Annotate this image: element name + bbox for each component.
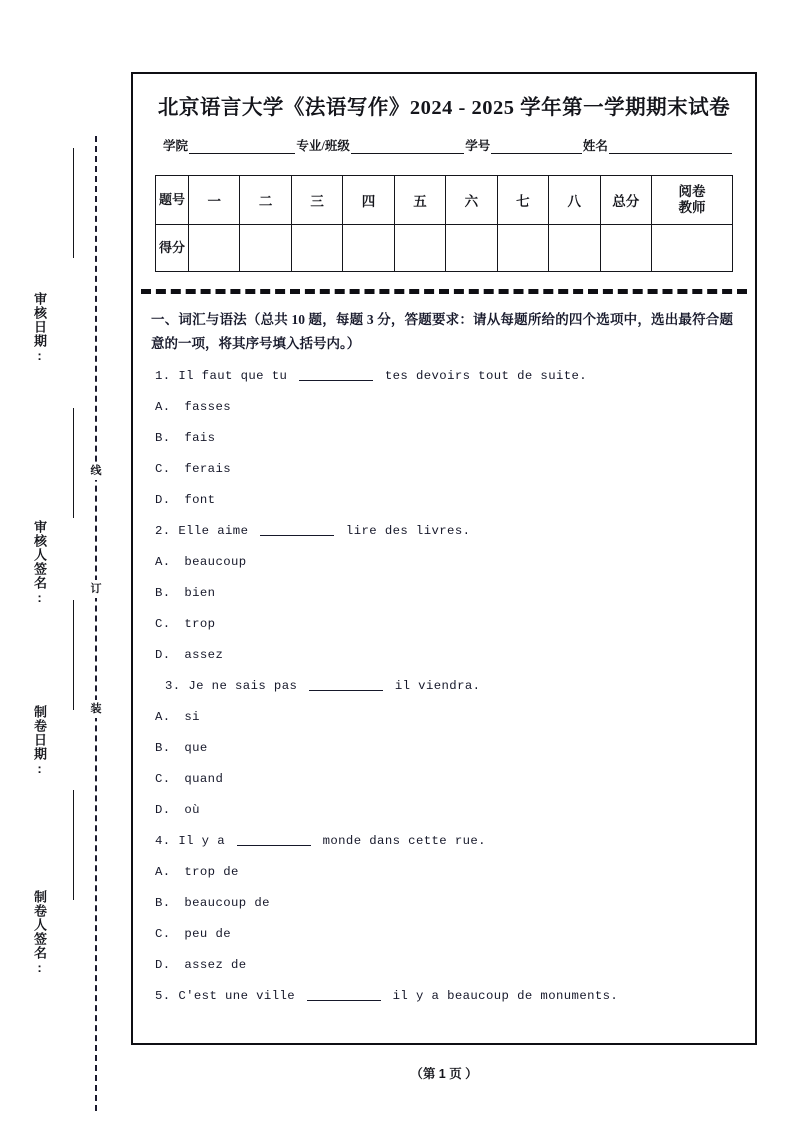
answer-blank[interactable] <box>260 535 334 536</box>
question-number: 4. <box>155 834 171 849</box>
exam-paper-box <box>131 72 757 1045</box>
binding-margin <box>0 0 120 1122</box>
question-stem-after: monde dans cette rue. <box>322 834 486 849</box>
score-table-col-2: 二 <box>240 176 291 225</box>
question-stem-before: Il faut que tu <box>178 369 288 384</box>
option-key: D. <box>155 648 171 663</box>
option-text: fasses <box>184 400 232 415</box>
option-key: B. <box>155 431 171 446</box>
question-stem-before: Il y a <box>178 834 226 849</box>
binding-divider-rule-1 <box>73 148 74 258</box>
score-table-col-6: 六 <box>446 176 497 225</box>
question-option[interactable] <box>155 958 735 972</box>
score-cell-2[interactable] <box>240 225 291 272</box>
question-number: 3. <box>165 679 181 694</box>
question-stem-after: il viendra. <box>394 679 481 694</box>
question-stem-before: Elle aime <box>178 524 249 539</box>
score-table-col-7: 七 <box>497 176 548 225</box>
question-number: 5. <box>155 989 171 1004</box>
option-text: beaucoup <box>184 555 247 570</box>
score-table-col-8: 八 <box>549 176 600 225</box>
option-key: C. <box>155 462 171 477</box>
question-option[interactable] <box>155 431 735 445</box>
option-text: si <box>184 710 200 725</box>
option-text: où <box>184 803 200 818</box>
student-info-line <box>163 136 733 154</box>
binding-divider-rule-2 <box>73 408 74 518</box>
option-text: bien <box>184 586 216 601</box>
score-cell-8[interactable] <box>549 225 600 272</box>
binding-word-ding: 订 <box>86 580 106 598</box>
question-stem <box>155 989 735 1003</box>
option-key: C. <box>155 617 171 632</box>
binding-dashed-line <box>95 136 97 1111</box>
option-text: fais <box>184 431 216 446</box>
dotted-separator <box>141 289 747 294</box>
option-key: C. <box>155 772 171 787</box>
question-number: 1. <box>155 369 171 384</box>
score-table-col-4: 四 <box>343 176 394 225</box>
question-option[interactable] <box>155 462 735 476</box>
field-label-student-id: 学号 <box>465 139 491 153</box>
option-key: C. <box>155 927 171 942</box>
page-footer: （第 1 页 ） <box>410 1067 478 1081</box>
option-key: D. <box>155 958 171 973</box>
score-table-row-label-number <box>156 176 189 225</box>
reviewer-signature-label: 审核人签名: <box>32 520 47 606</box>
section-heading-vocab-grammar: 一、词汇与语法（总共 10 题，每题 3 分，答题要求：请从每题所给的四个选项中，选出最符合题意的一项，将其序号填入括号内。） <box>151 312 733 351</box>
teacher-label-line-2: 教师 <box>678 200 706 215</box>
binding-word-zhuang: 装 <box>86 700 106 718</box>
question-option[interactable] <box>155 648 735 662</box>
question-option[interactable] <box>155 586 735 600</box>
answer-blank[interactable] <box>237 845 311 846</box>
teacher-label-line-1: 阅卷 <box>678 183 706 199</box>
question-option[interactable] <box>155 896 735 910</box>
answer-blank[interactable] <box>307 1000 381 1001</box>
score-table-col-teacher <box>652 176 733 225</box>
score-cell-1[interactable] <box>189 225 240 272</box>
question-option[interactable] <box>155 710 735 724</box>
score-cell-6[interactable] <box>446 225 497 272</box>
field-input-student-id[interactable] <box>491 140 582 154</box>
question-option[interactable] <box>155 617 735 631</box>
score-cell-teacher[interactable] <box>652 225 733 272</box>
field-label-name: 姓名 <box>582 139 608 153</box>
row-label-char-2: 得分 <box>158 239 185 255</box>
option-text: trop <box>184 617 216 632</box>
question-option[interactable] <box>155 400 735 414</box>
answer-blank[interactable] <box>299 380 373 381</box>
row-label-char-1: 题号 <box>158 191 185 207</box>
option-text: assez <box>184 648 224 663</box>
option-text: peu de <box>184 927 232 942</box>
option-text: trop de <box>184 865 239 880</box>
option-text: ferais <box>184 462 232 477</box>
paper-maker-signature-label: 制卷人签名: <box>32 890 47 976</box>
score-cell-3[interactable] <box>291 225 342 272</box>
question-list <box>155 369 735 1003</box>
field-input-college[interactable] <box>189 140 295 154</box>
question-option[interactable] <box>155 803 735 817</box>
question-option[interactable] <box>155 865 735 879</box>
option-key: D. <box>155 803 171 818</box>
score-table-score-row <box>156 225 733 272</box>
option-key: B. <box>155 741 171 756</box>
question-option[interactable] <box>155 741 735 755</box>
question-option[interactable] <box>155 555 735 569</box>
score-table <box>155 175 733 272</box>
option-key: B. <box>155 586 171 601</box>
score-table-col-5: 五 <box>394 176 445 225</box>
binding-word-xian: 线 <box>86 462 106 480</box>
score-table-col-1: 一 <box>189 176 240 225</box>
option-key: D. <box>155 493 171 508</box>
field-label-college: 学院 <box>163 139 189 153</box>
question-stem-before: Je ne sais pas <box>188 679 298 694</box>
question-stem-after: il y a beaucoup de monuments. <box>392 989 619 1004</box>
score-table-col-3: 三 <box>291 176 342 225</box>
field-label-major-class: 专业/班级 <box>296 139 350 153</box>
question-stem-after: lire des livres. <box>345 524 471 539</box>
option-key: A. <box>155 555 171 570</box>
score-cell-total[interactable] <box>600 225 652 272</box>
score-table-row-label-score <box>156 225 189 272</box>
question-stem <box>155 369 735 383</box>
option-key: A. <box>155 400 171 415</box>
question-stem <box>155 834 735 848</box>
score-cell-4[interactable] <box>343 225 394 272</box>
question-option[interactable] <box>155 927 735 941</box>
option-text: quand <box>184 772 224 787</box>
field-input-name[interactable] <box>609 140 732 154</box>
score-table-header-row <box>156 176 733 225</box>
option-key: A. <box>155 865 171 880</box>
option-key: B. <box>155 896 171 911</box>
score-cell-5[interactable] <box>394 225 445 272</box>
option-text: font <box>184 493 216 508</box>
question-option[interactable] <box>155 493 735 507</box>
binding-divider-rule-3 <box>73 600 74 710</box>
review-date-label: 审核日期: <box>32 292 47 364</box>
question-stem-before: C'est une ville <box>178 989 296 1004</box>
score-cell-7[interactable] <box>497 225 548 272</box>
option-text: que <box>184 741 208 756</box>
option-key: A. <box>155 710 171 725</box>
exam-title: 北京语言大学《法语写作》2024 - 2025 学年第一学期期末试卷 <box>157 97 731 119</box>
option-text: beaucoup de <box>184 896 270 911</box>
question-option[interactable] <box>155 772 735 786</box>
question-stem <box>155 679 735 693</box>
binding-divider-rule-4 <box>73 790 74 900</box>
paper-maker-date-label: 制卷日期: <box>32 705 47 777</box>
question-stem-after: tes devoirs tout de suite. <box>384 369 588 384</box>
question-stem <box>155 524 735 538</box>
question-number: 2. <box>155 524 171 539</box>
score-table-col-total: 总分 <box>600 176 652 225</box>
field-input-major-class[interactable] <box>351 140 464 154</box>
option-text: assez de <box>184 958 247 973</box>
answer-blank[interactable] <box>309 690 383 691</box>
